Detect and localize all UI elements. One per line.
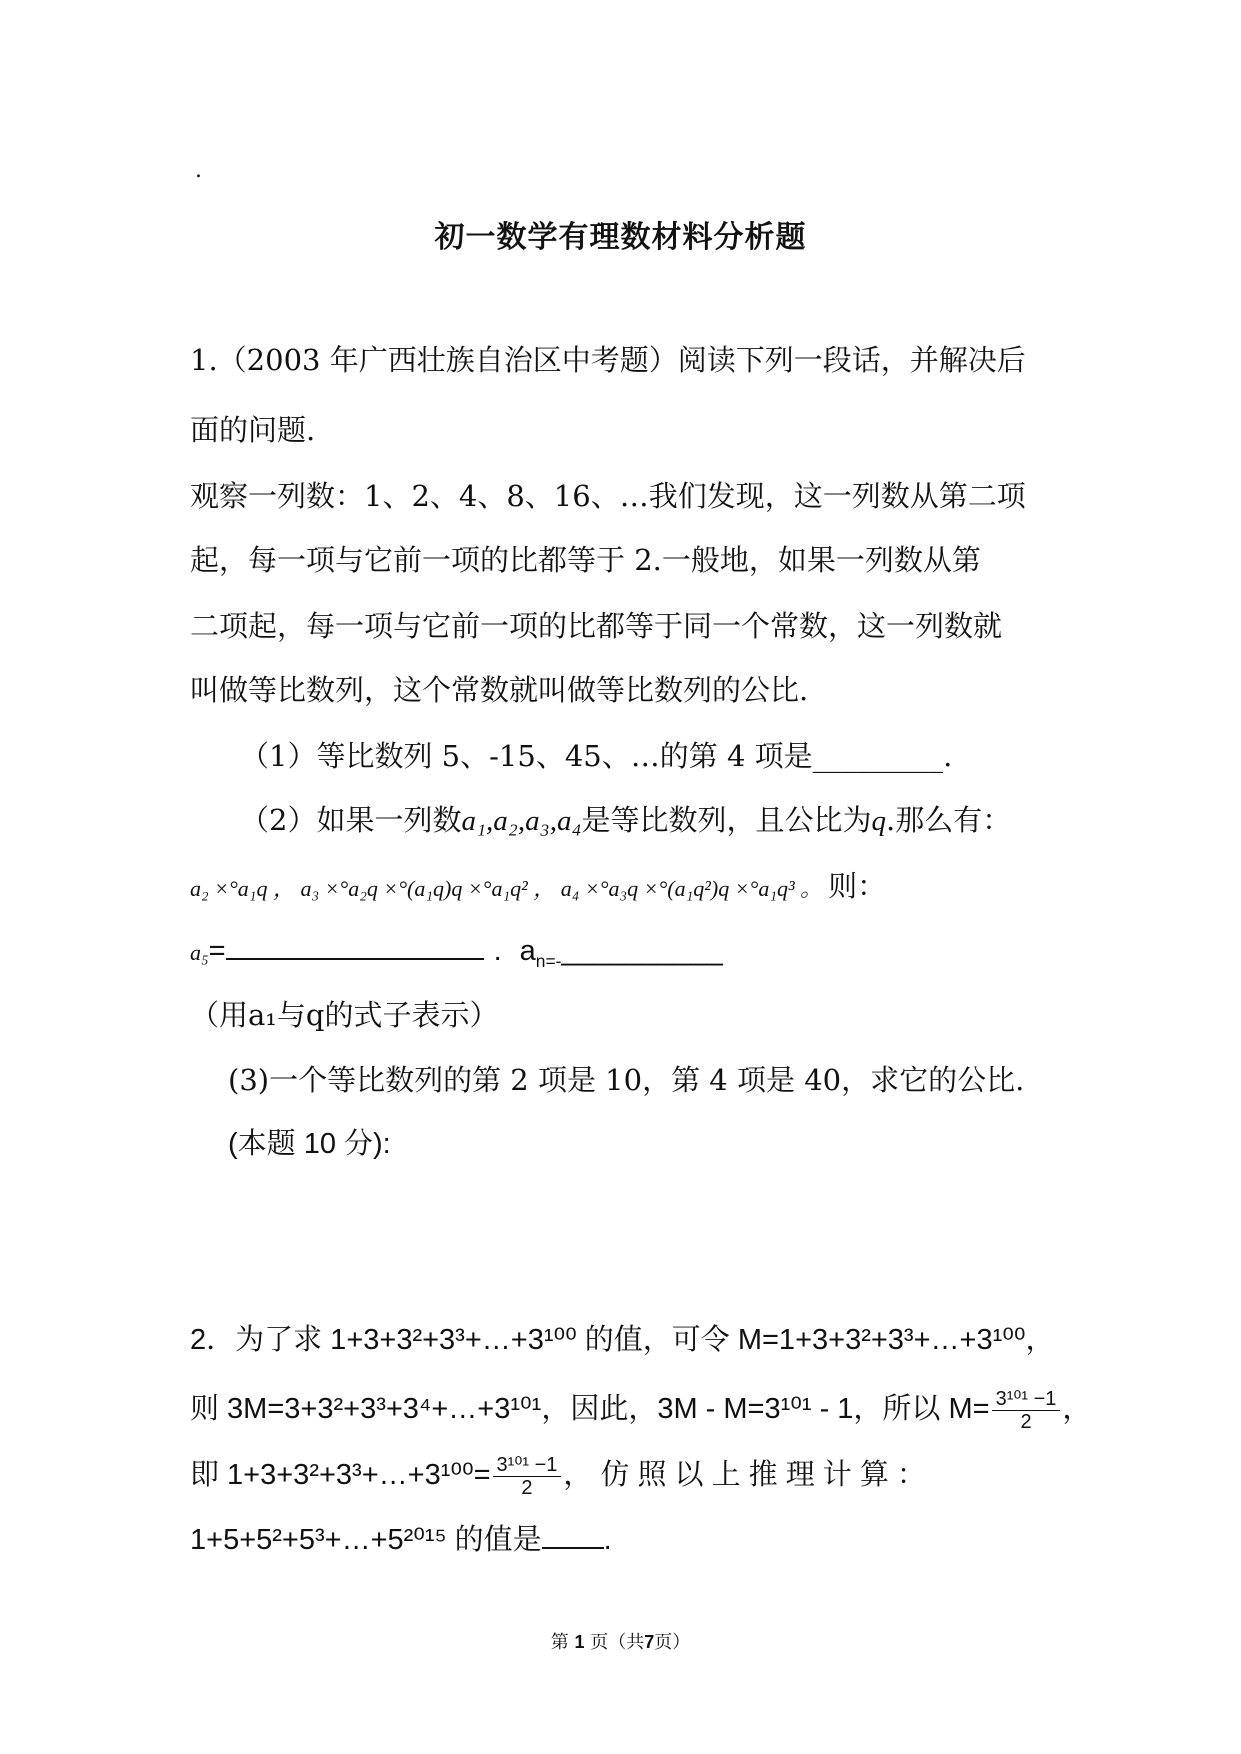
- footer-page-number: 1: [574, 1632, 585, 1652]
- q2-line4: [190, 1520, 612, 1560]
- q1-part1-blank[interactable]: _________: [812, 739, 944, 773]
- q1-hint: （用a₁与q的式子表示）: [190, 998, 499, 1032]
- q1-line2: 面的问题.: [190, 413, 316, 447]
- q1-a5-label: a₅: [190, 940, 209, 965]
- q2-line4-text: 1+5+5²+5³+…+5²⁰¹⁵ 的值是: [190, 1524, 542, 1556]
- q1-line5: 二项起，每一项与它前一项的比都等于同一个常数，这一列数就: [190, 609, 1003, 643]
- page-title: 初一数学有理数材料分析题: [434, 220, 807, 255]
- q2-fraction-2-num: 3¹⁰¹ −1: [493, 1454, 562, 1477]
- q1-answer-line: [190, 930, 723, 973]
- q2-fraction-1: [992, 1388, 1061, 1433]
- q1-part1: [240, 736, 952, 776]
- q2-line3: [190, 1454, 926, 1499]
- q1-score: (本题 10 分):: [228, 1128, 391, 1160]
- q2-line1: 2．为了求 1+3+3²+3³+…+3¹⁰⁰ 的值，可令 M=1+3+3²+3³+…+3¹⁰⁰，: [190, 1324, 1055, 1356]
- footer-mid: 页（共: [590, 1632, 645, 1653]
- footer-post: 页）: [654, 1632, 691, 1653]
- q1-a5-eq: =: [208, 935, 226, 967]
- q1-part2-seq: a₁,a₂,a₃,a₄: [461, 805, 582, 837]
- q1-line4: 起，每一项与它前一项的比都等于 2.一般地，如果一列数从第: [190, 543, 981, 577]
- q1-formula-line: [190, 866, 886, 909]
- q2-line2: [190, 1388, 1091, 1433]
- q2-fraction-2: [493, 1454, 562, 1499]
- q2-line2-text: 则 3M=3+3²+3³+3⁴+…+3¹⁰¹，因此，3M - M=3¹⁰¹ - 1，所以 M=: [190, 1393, 990, 1426]
- q1-part2-prefix: （2）如果一列数: [240, 803, 462, 837]
- q1-an-label: a: [519, 935, 536, 967]
- q2-line3-end: ， 仿 照 以 上 推 理 计 算 ：: [563, 1459, 926, 1492]
- q1-line3: 观察一列数：1、2、4、8、16、…我们发现，这一列数从第二项: [190, 479, 1026, 513]
- q1-an-sub: n=-: [535, 950, 562, 971]
- q1-part2-mid: 是等比数列，且公比为: [581, 803, 872, 837]
- q1-part1-end: .: [943, 739, 953, 773]
- q1-part1-text: （1）等比数列 5、-15、45、…的第 4 项是: [240, 739, 813, 773]
- q1-part2-q: q: [871, 805, 887, 837]
- q2-line2-end: ，: [1062, 1393, 1092, 1426]
- footer-total-pages: 7: [644, 1632, 655, 1652]
- q1-part2: [240, 800, 1011, 841]
- q2-line4-end: .: [603, 1524, 612, 1556]
- page-footer: [0, 1628, 1241, 1654]
- q1-formula-then: 则：: [828, 869, 887, 903]
- q1-a5-blank[interactable]: [226, 958, 484, 960]
- header-dot: .: [195, 158, 202, 183]
- q2-answer-blank[interactable]: [542, 1547, 604, 1549]
- q1-part3: (3)一个等比数列的第 2 项是 10，第 4 项是 40，求它的公比.: [228, 1063, 1025, 1097]
- q2-line3-text: 即 1+3+3²+3³+…+3¹⁰⁰=: [190, 1459, 491, 1492]
- q1-an-blank[interactable]: __________: [561, 935, 723, 967]
- q1-line1: 1.（2003 年广西壮族自治区中考题）阅读下列一段话，并解决后: [190, 343, 1026, 377]
- q2-fraction-2-den: 2: [521, 1477, 533, 1499]
- q2-fraction-1-den: 2: [1020, 1411, 1032, 1433]
- q2-fraction-1-num: 3¹⁰¹ −1: [992, 1388, 1061, 1411]
- q1-line6: 叫做等比数列，这个常数就叫做等比数列的公比.: [190, 673, 809, 707]
- q1-part2-end: .那么有：: [886, 803, 1012, 837]
- q1-formula: a₂ ×°a₁q ， a₃ ×°a₂q ×°(a₁q)q ×°a₁q² ， a₄ ×°a₃q ×°(a₁q²)q ×°a₁q³ 。: [190, 876, 823, 901]
- footer-pre: 第: [550, 1632, 569, 1653]
- q1-an-sep: .: [493, 935, 502, 967]
